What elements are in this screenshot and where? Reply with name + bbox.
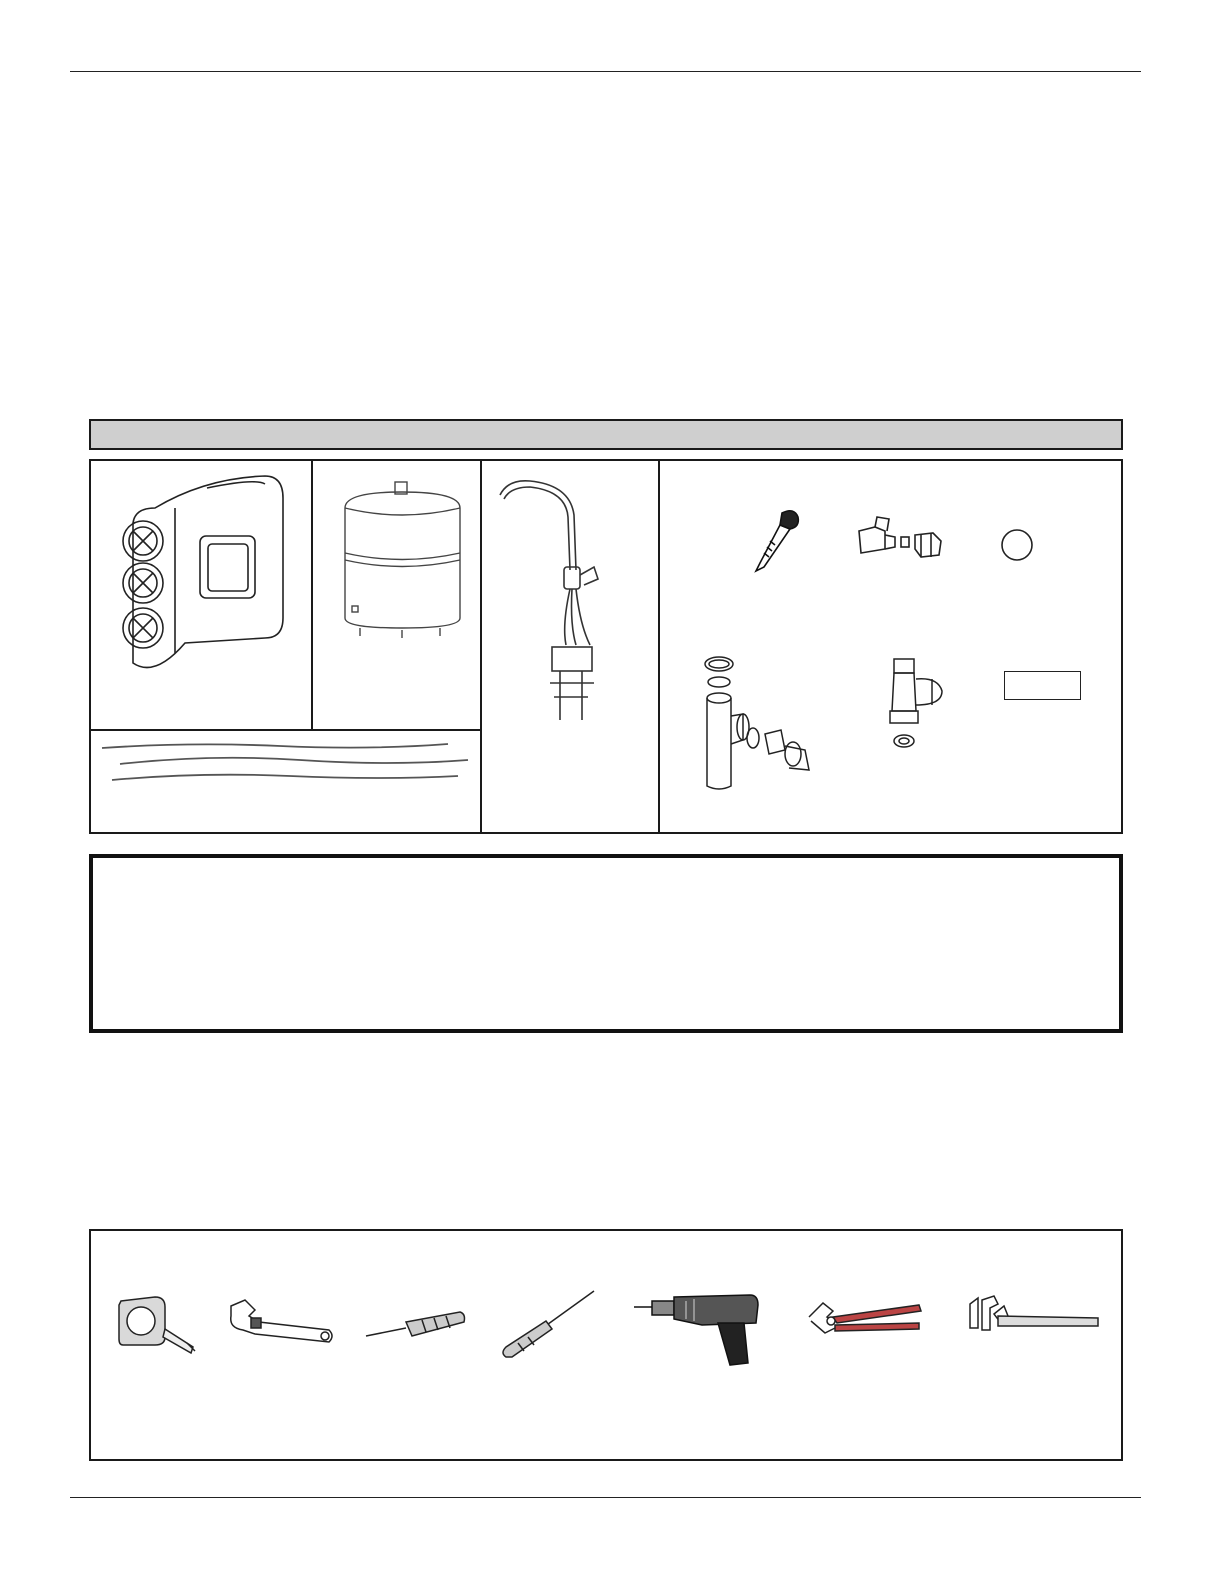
drain-saddle-icon <box>695 650 825 795</box>
power-drill-icon <box>632 1293 767 1368</box>
top-rule <box>70 71 1141 72</box>
grid-divider-3 <box>658 459 660 834</box>
phillips-screwdriver-icon <box>362 1306 467 1346</box>
grid-divider-1 <box>311 459 313 730</box>
membrane-manifold-icon <box>115 468 290 683</box>
o-ring-icon <box>998 527 1036 563</box>
tee-valve-icon <box>880 655 950 755</box>
adjustable-wrench-icon <box>225 1296 337 1351</box>
elbow-fitting-icon <box>855 513 950 568</box>
dropper-icon <box>750 507 805 577</box>
pipe-wrench-icon <box>964 1294 1104 1339</box>
grid-divider-2 <box>480 459 482 834</box>
grid-divider-h <box>89 729 481 731</box>
bottom-rule <box>70 1497 1141 1498</box>
channel-lock-pliers-icon <box>805 1297 925 1339</box>
faucet-icon <box>490 475 620 725</box>
parts-section-header <box>89 419 1123 450</box>
tubing-icon <box>100 740 470 790</box>
tape-measure-icon <box>115 1293 200 1358</box>
storage-tank-icon <box>340 478 465 643</box>
label-box-icon <box>1004 671 1081 700</box>
notice-box <box>89 854 1123 1033</box>
flat-screwdriver-icon <box>498 1287 600 1362</box>
